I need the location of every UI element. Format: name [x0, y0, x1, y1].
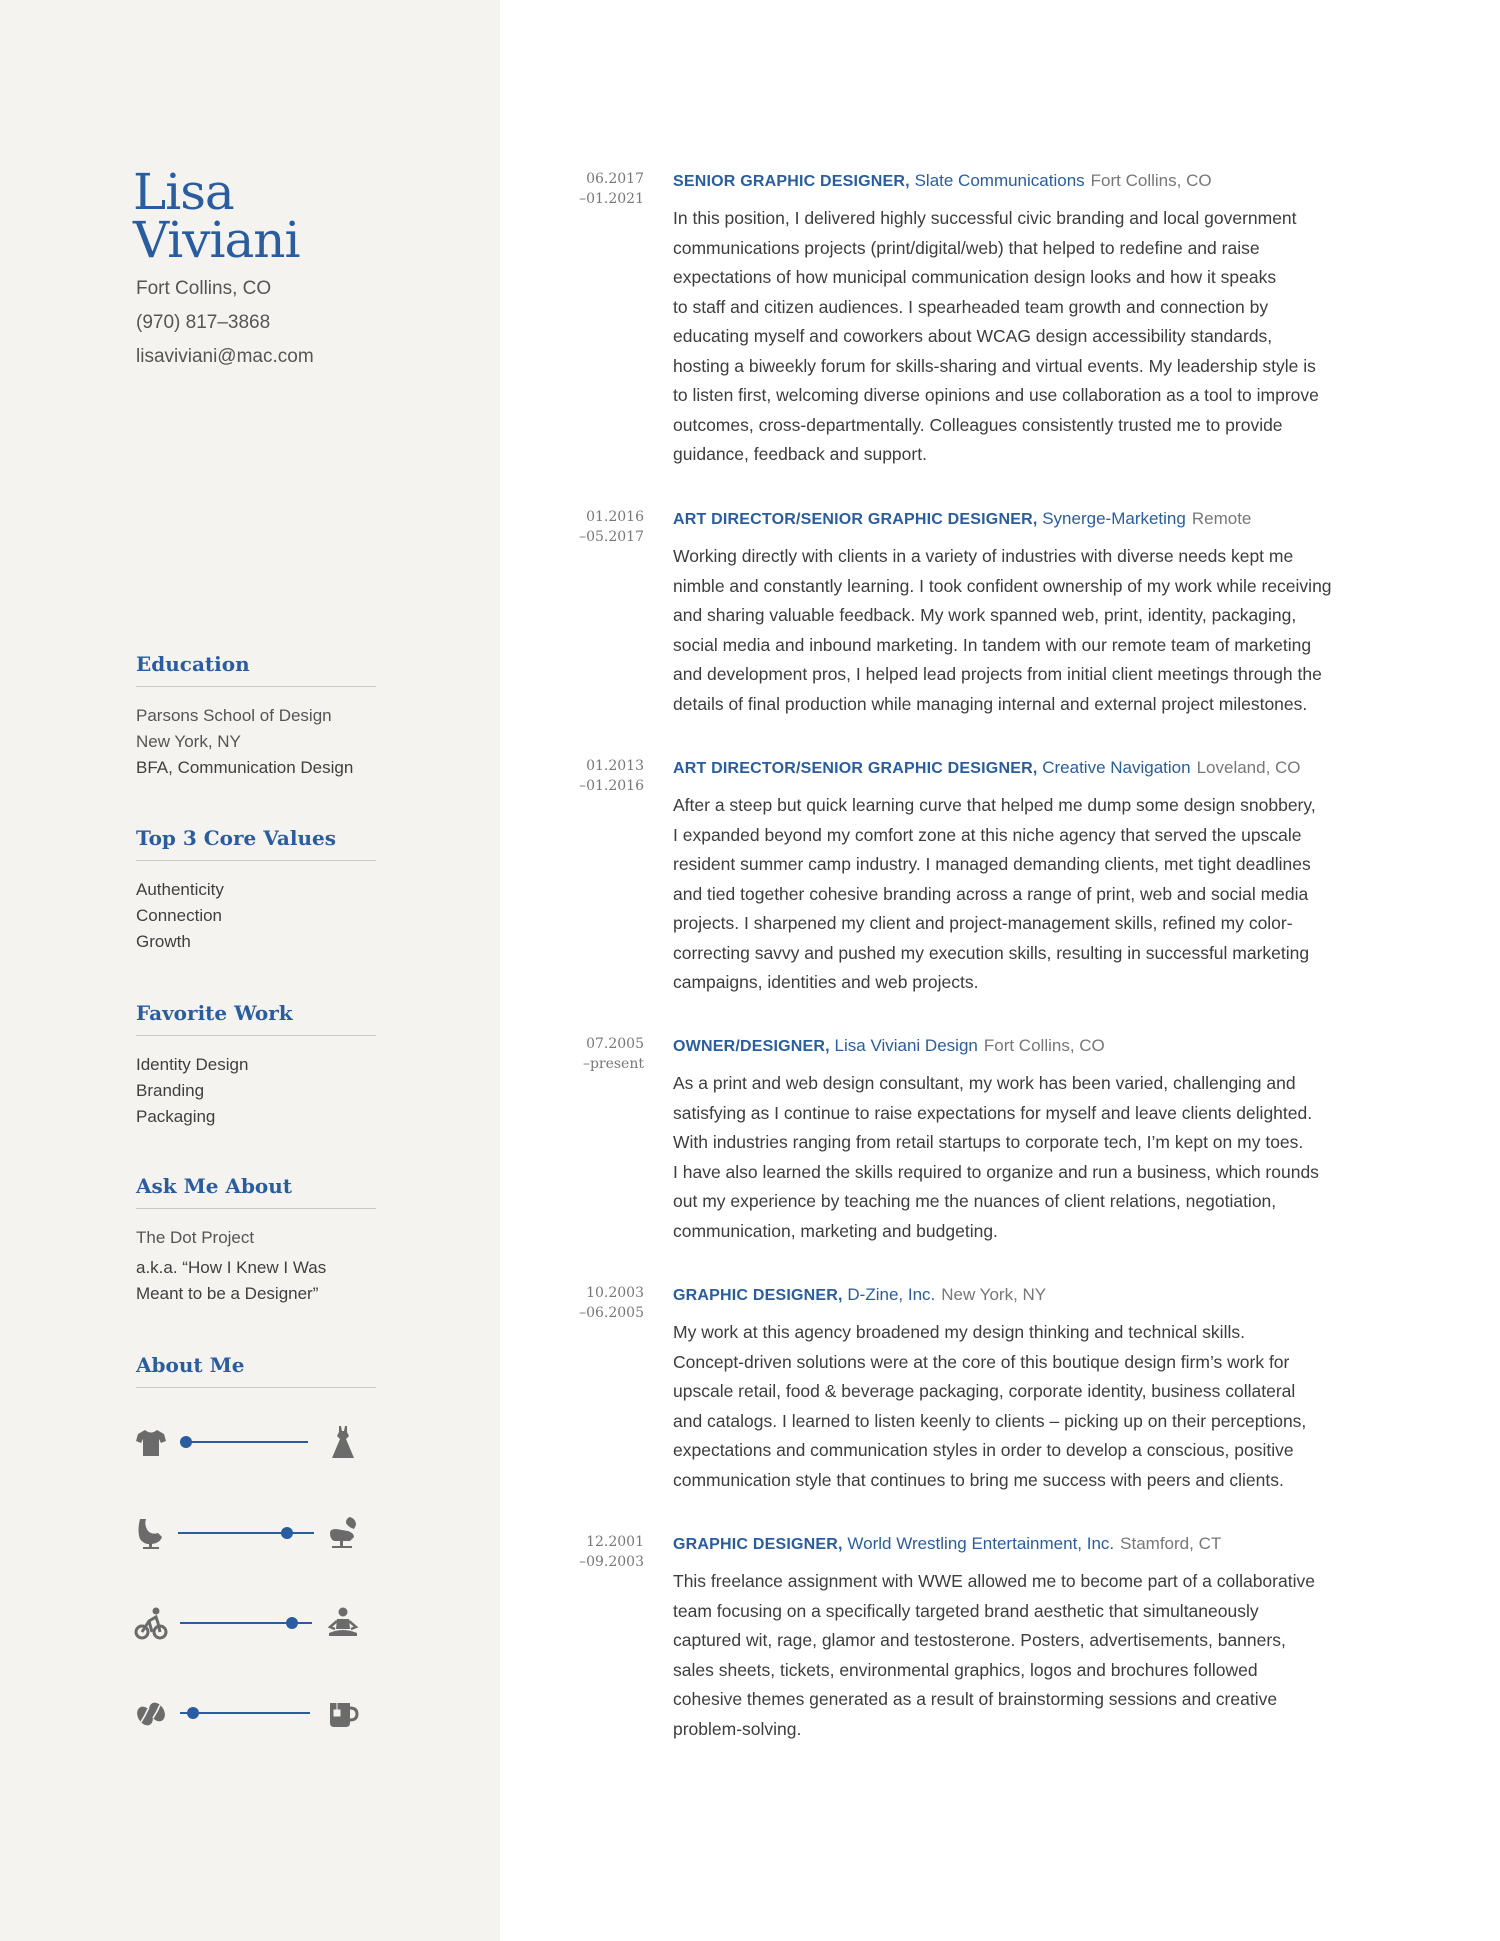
education-heading: Education: [136, 650, 376, 687]
job-description: [673, 542, 1373, 719]
job-end-date: –01.2016: [579, 778, 644, 794]
job-title: GRAPHIC DESIGNER,: [673, 1536, 843, 1553]
slider-dot: [180, 1436, 192, 1448]
job-dates: [540, 1532, 644, 1572]
job-end-date: –01.2021: [579, 191, 644, 207]
ask-me-line: Meant to be a Designer”: [136, 1284, 319, 1303]
description-line: sales sheets, tickets, environmental graphics, logos and brochures followed: [673, 1659, 1258, 1680]
job-description: [673, 1318, 1373, 1495]
description-line: team focusing on a specifically targeted brand aesthetic that simultaneously: [673, 1600, 1259, 1621]
description-line: communications projects (print/digital/web) that helped to redefine and raise: [673, 237, 1260, 258]
description-line: satisfying as I continue to raise expectations for myself and leave clients delighted.: [673, 1102, 1313, 1123]
description-line: and sharing valuable feedback. My work spanned web, print, identity, packaging,: [673, 605, 1297, 625]
meditation-icon: [326, 1605, 360, 1641]
slider-dot: [286, 1617, 298, 1629]
description-line: educating myself and coworkers about WCAG design accessibility standards,: [673, 326, 1273, 346]
job-header: [673, 1034, 1105, 1059]
job-start-date: 12.2001: [586, 1534, 644, 1550]
about-me-heading: About Me: [136, 1351, 376, 1388]
description-line: I expanded beyond my comfort zone at this niche agency that served the upscale: [673, 824, 1302, 845]
job-description: [673, 791, 1373, 998]
description-line: This freelance assignment with WWE allowed me to become part of a collaborative: [673, 1571, 1315, 1591]
description-line: and catalogs. I learned to listen keenly to clients – picking up on their perceptions,: [673, 1410, 1307, 1431]
job-description: [673, 204, 1373, 470]
ask-me-line: a.k.a. “How I Knew I Was: [136, 1258, 327, 1277]
first-name: Lisa: [133, 163, 234, 221]
description-line: details of final production while managing internal and external project milestones.: [673, 693, 1308, 714]
tea-mug-icon: [326, 1695, 360, 1731]
job-dates: [540, 507, 644, 547]
contact-info: [136, 276, 314, 378]
job-end-date: –06.2005: [579, 1305, 644, 1321]
job-location: Stamford, CT: [1120, 1534, 1222, 1553]
dress-icon: [326, 1424, 360, 1460]
egg-chair-icon: [134, 1515, 168, 1551]
description-line: nimble and constantly learning. I took confident ownership of my work while receiving: [673, 575, 1332, 596]
job-end-date: –05.2017: [579, 529, 644, 545]
about-slider-row: [134, 1420, 360, 1464]
last-name: Viviani: [133, 211, 300, 269]
education-degree: BFA, Communication Design: [136, 758, 354, 777]
description-line: out my experience by teaching me the nuances of client relations, negotiation,: [673, 1191, 1277, 1211]
email-text: lisaviviani@mac.com: [136, 346, 314, 367]
ask-me-heading: Ask Me About: [136, 1172, 376, 1209]
job-start-date: 06.2017: [586, 171, 644, 187]
description-line: communication, marketing and budgeting.: [673, 1220, 998, 1241]
description-line: captured wit, rage, glamor and testosterone. Posters, advertisements, banners,: [673, 1630, 1286, 1650]
job-title: GRAPHIC DESIGNER,: [673, 1287, 843, 1304]
ask-me-title: The Dot Project: [136, 1228, 255, 1247]
description-line: guidance, feedback and support.: [673, 444, 927, 464]
about-me-section: [136, 1351, 376, 1404]
description-line: In this position, I delivered highly successful civic branding and local government: [673, 208, 1297, 228]
ask-me-section: [136, 1172, 376, 1307]
description-line: As a print and web design consultant, my work has been varied, challenging and: [673, 1073, 1296, 1093]
description-line: upscale retail, food & beverage packaging, corporate identity, business collateral: [673, 1381, 1296, 1401]
description-line: I have also learned the skills required to organize and run a business, which rounds: [673, 1161, 1319, 1182]
description-line: Working directly with clients in a variety of industries with diverse needs kept me: [673, 546, 1294, 566]
education-city: New York, NY: [136, 732, 241, 751]
favorite-work-section: [136, 999, 376, 1130]
job-title: ART DIRECTOR/SENIOR GRAPHIC DESIGNER,: [673, 511, 1038, 528]
education-section: [136, 650, 376, 781]
cyclist-icon: [134, 1605, 168, 1641]
education-school: Parsons School of Design: [136, 706, 332, 725]
description-line: resident summer camp industry. I managed demanding clients, met tight deadlines: [673, 854, 1311, 874]
description-line: projects. I sharpened my client and project-management skills, refined my color-: [673, 913, 1293, 933]
description-line: to staff and citizen audiences. I spearheaded team growth and connection by: [673, 296, 1269, 317]
slider-track: [178, 1532, 314, 1534]
job-dates: [540, 1034, 644, 1074]
job-header: [673, 756, 1301, 781]
lounge-chair-icon: [326, 1515, 360, 1551]
job-header: [673, 1283, 1046, 1308]
slider-dot: [281, 1527, 293, 1539]
description-line: outcomes, cross-departmentally. Colleagues consistently trusted me to provide: [673, 414, 1283, 435]
job-description: [673, 1567, 1373, 1744]
description-line: and tied together cohesive branding across a range of print, web and social media: [673, 883, 1309, 904]
sidebar: [0, 0, 500, 1941]
core-values-heading: Top 3 Core Values: [136, 824, 376, 861]
job-dates: [540, 169, 644, 209]
job-start-date: 07.2005: [586, 1036, 644, 1052]
core-value-item: Authenticity: [136, 880, 224, 899]
job-start-date: 01.2016: [586, 509, 644, 525]
description-line: After a steep but quick learning curve that helped me dump some design snobbery,: [673, 795, 1316, 815]
job-location: New York, NY: [941, 1285, 1047, 1304]
favorite-work-heading: Favorite Work: [136, 999, 376, 1036]
core-value-item: Connection: [136, 906, 223, 925]
description-line: campaigns, identities and web projects.: [673, 972, 979, 992]
description-line: expectations of how municipal communication design looks and how it speaks: [673, 267, 1277, 287]
slider-dot: [187, 1707, 199, 1719]
description-line: problem-solving.: [673, 1718, 802, 1739]
favorite-work-item: Packaging: [136, 1107, 216, 1126]
description-line: My work at this agency broadened my design thinking and technical skills.: [673, 1322, 1245, 1342]
company-name: D-Zine, Inc.: [847, 1285, 936, 1304]
description-line: communication style that continues to bring me success with peers and clients.: [673, 1469, 1284, 1490]
description-line: to listen first, welcoming diverse opinions and use collaboration as a tool to improve: [673, 385, 1319, 405]
job-description: [673, 1069, 1373, 1246]
phone-text: (970) 817–3868: [136, 312, 271, 333]
job-header: [673, 169, 1212, 194]
job-end-date: –present: [582, 1056, 644, 1072]
description-line: correcting savvy and pushed my execution skills, resulting in successful marketing: [673, 942, 1310, 963]
description-line: expectations and communication styles in order to develop a conscious, positive: [673, 1440, 1294, 1460]
job-start-date: 01.2013: [586, 758, 644, 774]
job-dates: [540, 756, 644, 796]
about-slider-row: [134, 1601, 360, 1645]
job-location: Remote: [1191, 509, 1252, 528]
core-values-section: [136, 824, 376, 955]
job-location: Fort Collins, CO: [983, 1036, 1105, 1055]
description-line: With industries ranging from retail startups to corporate tech, I’m kept on my toes.: [673, 1132, 1304, 1152]
job-dates: [540, 1283, 644, 1323]
job-title: OWNER/DESIGNER,: [673, 1038, 830, 1055]
job-title: SENIOR GRAPHIC DESIGNER,: [673, 173, 910, 190]
job-location: Fort Collins, CO: [1090, 171, 1212, 190]
job-header: [673, 1532, 1221, 1557]
description-line: Concept-driven solutions were at the core of this boutique design firm’s work for: [673, 1351, 1290, 1372]
job-end-date: –09.2003: [579, 1554, 644, 1570]
slider-track: [180, 1712, 310, 1714]
job-start-date: 10.2003: [586, 1285, 644, 1301]
slider-track: [180, 1441, 308, 1443]
about-slider-row: [134, 1511, 360, 1555]
job-title: ART DIRECTOR/SENIOR GRAPHIC DESIGNER,: [673, 760, 1038, 777]
description-line: social media and inbound marketing. In tandem with our remote team of marketing: [673, 634, 1312, 655]
description-line: hosting a biweekly forum for skills-sharing and virtual events. My leadership style is: [673, 355, 1316, 376]
company-name: Lisa Viviani Design: [834, 1036, 978, 1055]
description-line: cohesive themes generated as a result of brainstorming sessions and creative: [673, 1689, 1278, 1709]
job-header: [673, 507, 1251, 532]
description-line: and development pros, I helped lead projects from initial client meetings through the: [673, 664, 1322, 684]
company-name: Creative Navigation: [1042, 758, 1191, 777]
name-heading: [133, 163, 300, 269]
job-location: Loveland, CO: [1196, 758, 1301, 777]
location-text: Fort Collins, CO: [136, 278, 272, 299]
favorite-work-item: Branding: [136, 1081, 205, 1100]
favorite-work-item: Identity Design: [136, 1055, 249, 1074]
about-slider-row: [134, 1691, 360, 1735]
tshirt-icon: [134, 1424, 168, 1460]
company-name: Synerge-Marketing: [1042, 509, 1186, 528]
company-name: Slate Communications: [914, 171, 1085, 190]
company-name: World Wrestling Entertainment, Inc.: [847, 1534, 1115, 1553]
coffee-beans-icon: [134, 1695, 168, 1731]
core-value-item: Growth: [136, 932, 191, 951]
